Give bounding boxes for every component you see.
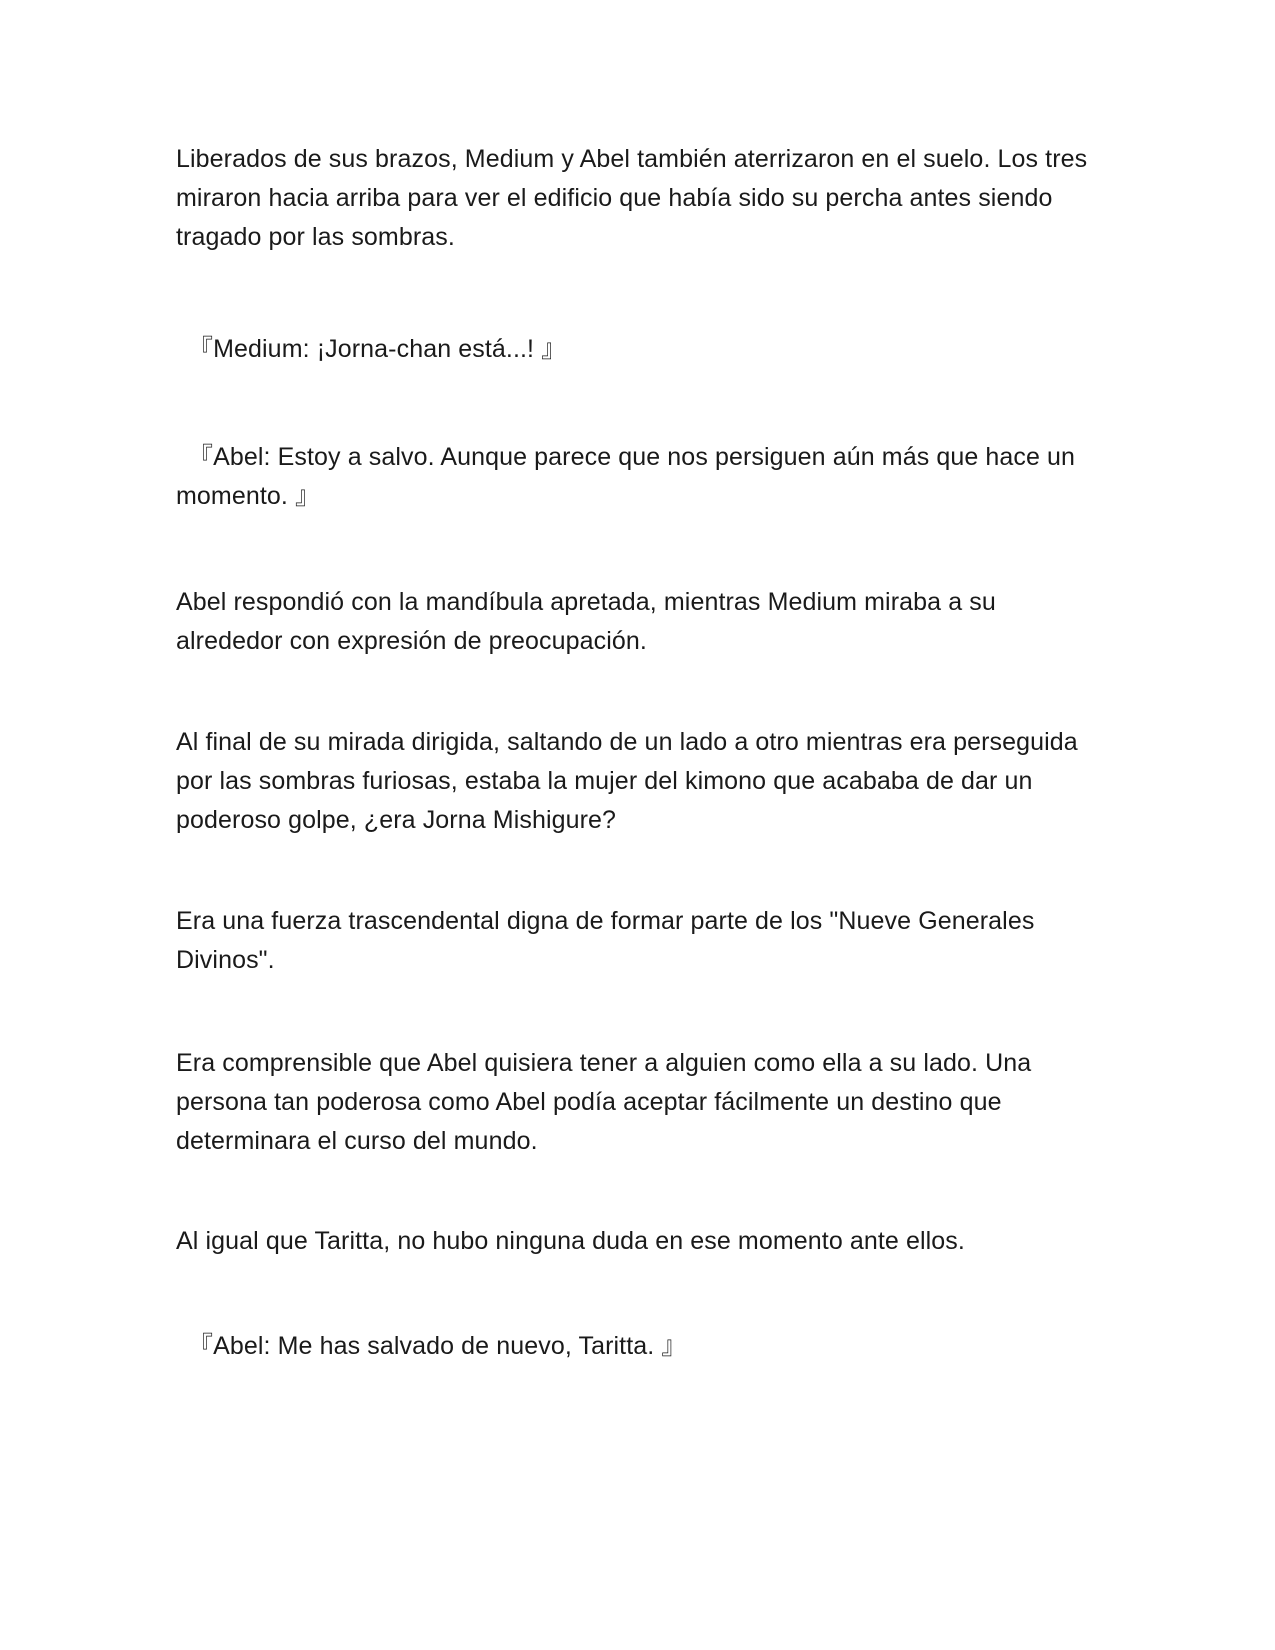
dialogue-line: 『Abel: Me has salvado de nuevo, Taritta. 』: [188, 1332, 687, 1360]
narration-paragraph: Al final de su mirada dirigida, saltando de un lado a otro mientras era perseguida por las sombras furiosas, estaba la mujer del kimono que acababa de dar un poderoso golpe, ¿era Jorna Mishigure?: [176, 728, 1078, 834]
narration-paragraph: Liberados de sus brazos, Medium y Abel también aterrizaron en el suelo. Los tres miraron hacia arriba para ver el edificio que había sido su percha antes siendo tragado por las sombras.: [176, 145, 1088, 251]
narration-paragraph: Era una fuerza trascendental digna de formar parte de los "Nueve Generales Divinos".: [176, 907, 1035, 974]
narration-paragraph: Al igual que Taritta, no hubo ninguna duda en ese momento ante ellos.: [176, 1227, 965, 1255]
dialogue-line: 『Medium: ¡Jorna-chan está...! 』: [188, 335, 567, 363]
narration-paragraph: Abel respondió con la mandíbula apretada, mientras Medium miraba a su alrededor con expresión de preocupación.: [176, 588, 996, 655]
dialogue-line: 『Abel: Estoy a salvo. Aunque parece que nos persiguen aún más que hace un momento. 』: [176, 443, 1076, 510]
narration-paragraph: Era comprensible que Abel quisiera tener a alguien como ella a su lado. Una persona tan poderosa como Abel podía aceptar fácilmente un destino que determinara el curso del mundo.: [176, 1049, 1032, 1155]
